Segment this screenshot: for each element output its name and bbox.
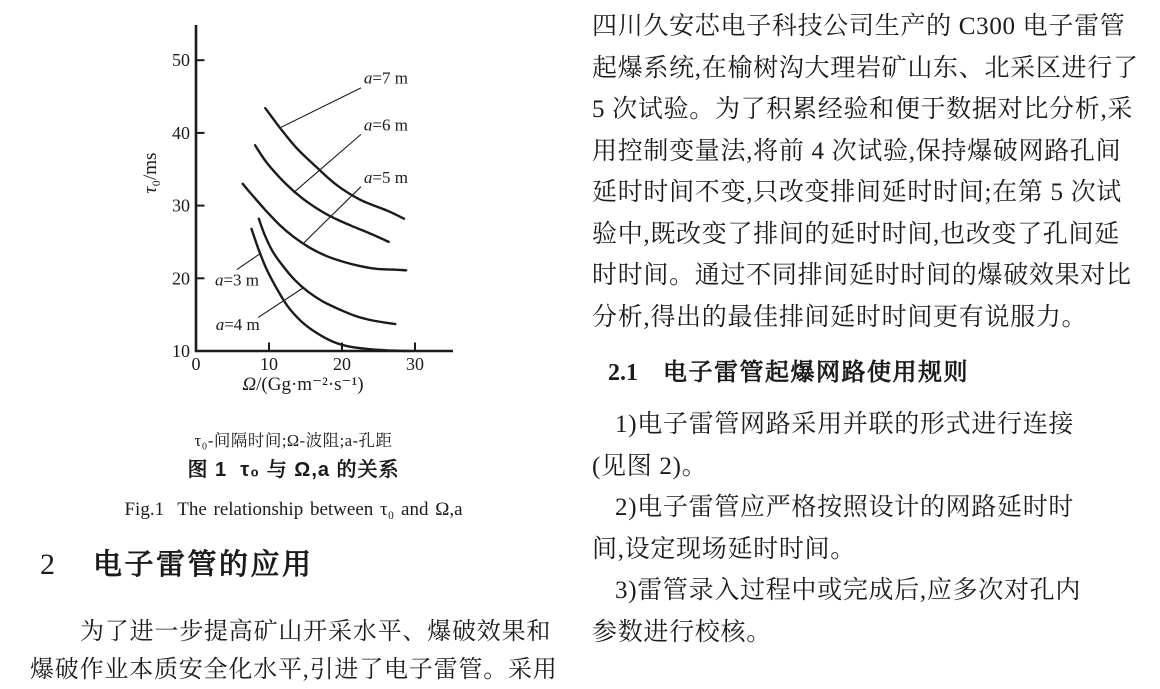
curve-a5m — [243, 184, 407, 270]
curve-a3m — [252, 229, 410, 351]
paragraph-line: 为了进一步提高矿山开采水平、爆破效果和 — [80, 619, 552, 645]
section-heading — [40, 546, 314, 589]
subsection-title: 电子雷管起爆网路使用规则 — [663, 359, 969, 386]
paragraph-line: 5 次试验。为了积累经验和便于数据对比分析,采 — [592, 96, 1134, 123]
x-tick-label: 20 — [333, 354, 351, 374]
list-item-line: 3)雷管录入过程中或完成后,应多次对孔内 — [615, 577, 1082, 604]
y-tick-label: 20 — [172, 268, 190, 289]
paragraph-line: 用控制变量法,将前 4 次试验,保持爆破网路孔间 — [592, 138, 1122, 165]
subsection-number: 2.1 — [608, 360, 638, 386]
y-tick-label: 10 — [172, 341, 190, 361]
x-tick-label: 30 — [406, 354, 424, 374]
paragraph-line: 延时时间不变,只改变排间延时时间;在第 5 次试 — [592, 179, 1122, 206]
curve-label-a4m: a=4 m — [215, 314, 260, 334]
curve-label-a7m: a=7 m — [363, 68, 408, 88]
list-item-line: (见图 2)。 — [592, 453, 708, 480]
list-item-line: 2)电子雷管应严格按照设计的网路延时时 — [615, 494, 1075, 521]
figure-caption-en: Fig.1 The relationship between τ₀ and Ω,a — [124, 499, 463, 520]
leader-line-a3m — [237, 254, 260, 270]
paragraph-line: 爆破作业本质安全化水平,引进了电子雷管。采用 — [30, 657, 558, 683]
curve-a6m — [255, 145, 389, 242]
subsection-heading — [608, 352, 969, 397]
curve-label-a3m: a=3 m — [214, 270, 260, 290]
x-tick-label: 10 — [260, 354, 278, 374]
list-item-line: 1)电子雷管网路采用并联的形式进行连接 — [615, 411, 1075, 438]
figure-caption-zh: 图 1 τ₀ 与 Ω,a 的关系 — [187, 459, 400, 481]
paragraph-line: 验中,既改变了排间的延时时间,也改变了孔间延 — [592, 221, 1120, 248]
leader-line-a6m — [295, 134, 361, 191]
y-tick-label: 40 — [172, 122, 190, 143]
x-axis-title: Ω/(Gg·m⁻²·s⁻¹) — [242, 374, 364, 395]
figure-note: τ₀-间隔时间;Ω-波阻;a-孔距 — [194, 431, 393, 450]
leader-line-a7m — [280, 88, 361, 128]
x-tick-label: 0 — [191, 354, 201, 374]
y-tick-label: 50 — [172, 50, 190, 71]
paragraph-line: 起爆系统,在榆树沟大理岩矿山东、北采区进行了 — [592, 55, 1139, 82]
paragraph-line: 四川久安芯电子科技公司生产的 C300 电子雷管 — [592, 13, 1126, 40]
list-item-line: 参数进行校核。 — [592, 619, 772, 646]
figure-1-chart — [140, 13, 600, 407]
paragraph-line: 分析,得出的最佳排间延时时间更有说服力。 — [592, 304, 1088, 331]
section-number: 2 — [40, 548, 55, 581]
leader-line-a5m — [303, 187, 361, 244]
leader-line-a4m — [258, 288, 303, 318]
y-axis-title: τ₀/ms — [140, 152, 161, 194]
list-item-line: 间,设定现场延时时间。 — [592, 536, 856, 563]
paragraph-line: 时时间。通过不同排间延时时间的爆破效果对比 — [592, 262, 1132, 289]
curve-label-a6m: a=6 m — [363, 115, 408, 135]
y-tick-label: 30 — [172, 195, 190, 216]
curve-label-a5m: a=5 m — [363, 168, 408, 188]
section-title: 电子雷管的应用 — [93, 549, 314, 581]
